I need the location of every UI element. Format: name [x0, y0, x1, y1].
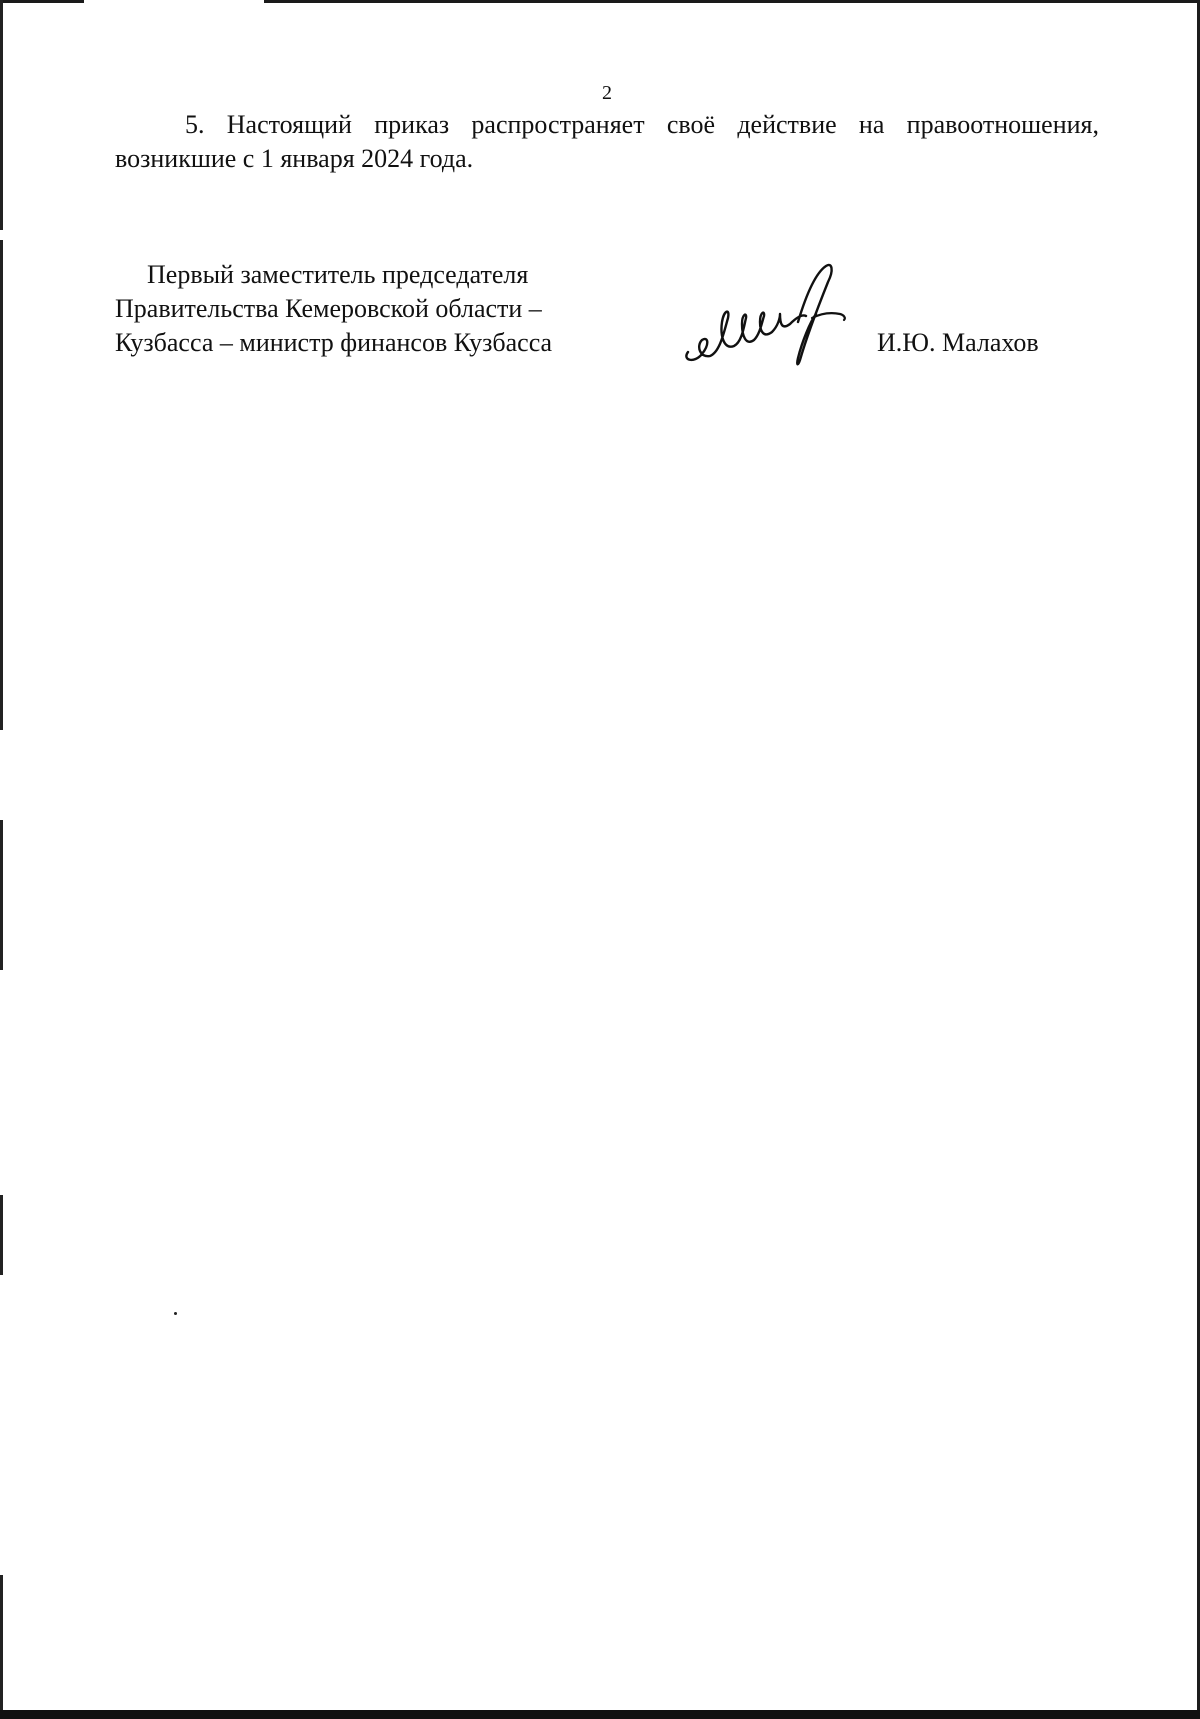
scan-border-left-segment — [0, 240, 3, 730]
signer-position-line-2: Правительства Кемеровской области – — [115, 294, 542, 323]
signer-position — [115, 258, 635, 360]
scan-border-left-segment — [0, 0, 3, 230]
page-number: 2 — [602, 82, 612, 104]
signer-position-line-1: Первый заместитель председателя — [147, 260, 529, 289]
handwritten-signature-icon — [680, 262, 855, 372]
paragraph-5 — [115, 108, 1099, 176]
scan-speck — [174, 1312, 177, 1315]
scan-border-bottom — [0, 1710, 1200, 1719]
signer-position-line-3: Кузбасса – министр финансов Кузбасса — [115, 328, 553, 357]
scan-border-left-segment — [0, 1575, 3, 1715]
paragraph-5-line-1: 5. Настоящий приказ распространяет своё действие на правоотношения, — [185, 110, 1099, 139]
signee-name: И.Ю. Малахов — [877, 328, 1039, 357]
scan-border-left-segment — [0, 1195, 3, 1275]
scan-border-left-segment — [0, 820, 3, 970]
scan-border-top-gap — [84, 0, 264, 3]
paragraph-5-line-2: возникшие с 1 января 2024 года. — [115, 144, 474, 173]
